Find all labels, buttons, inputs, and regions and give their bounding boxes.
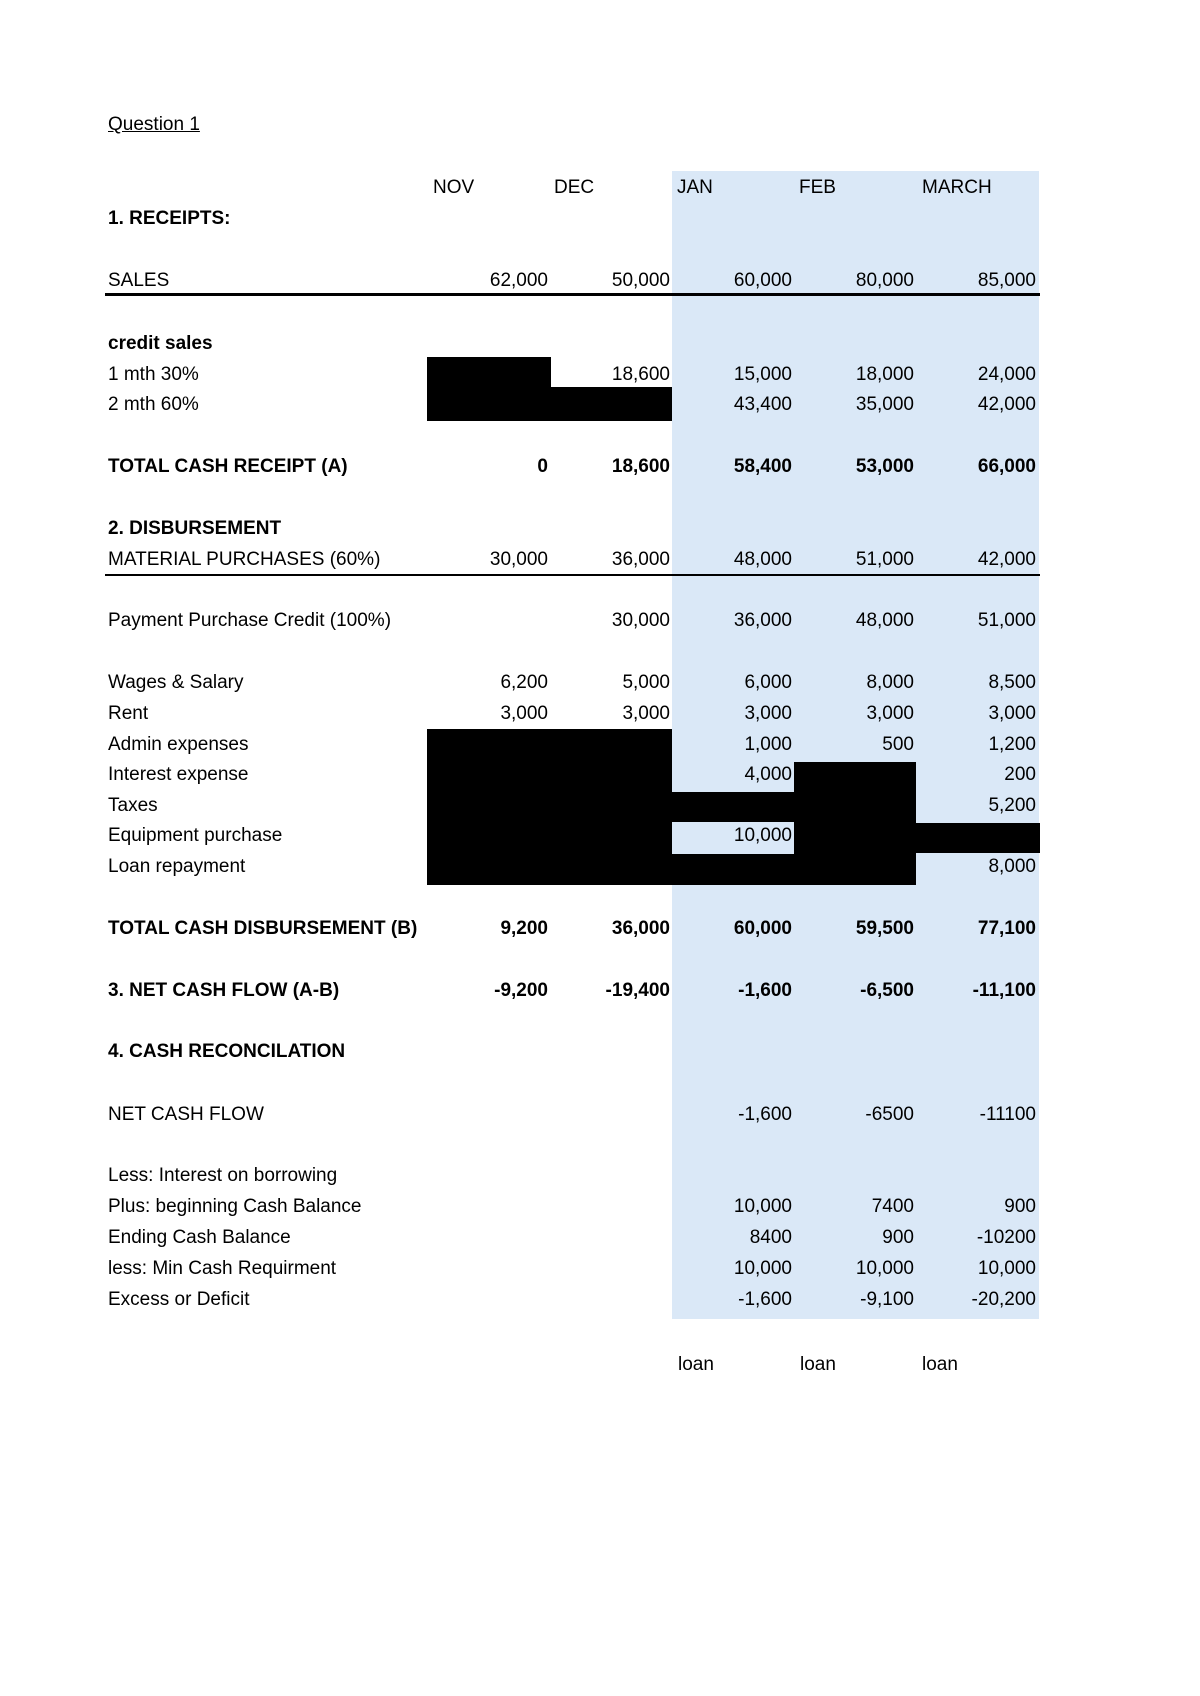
cell-jan: 58,400 <box>733 456 792 477</box>
cell-dec: 30,000 <box>611 610 670 631</box>
cell-jan: 4,000 <box>744 764 792 785</box>
loan-note-march: loan <box>922 1354 958 1375</box>
cell-jan: 15,000 <box>733 364 792 385</box>
month-header-nov: NOV <box>433 177 475 198</box>
cell-feb: 51,000 <box>855 549 914 570</box>
month-header-dec: DEC <box>554 177 595 198</box>
row-label: 1. RECEIPTS: <box>108 208 231 229</box>
table-row <box>0 762 1200 788</box>
cell-march: 85,000 <box>977 270 1036 291</box>
cell-feb: 500 <box>882 734 914 755</box>
cell-jan: 60,000 <box>733 918 792 939</box>
cell-jan: -1,600 <box>738 1289 792 1310</box>
cell-jan: 8400 <box>749 1227 792 1248</box>
table-row <box>0 1256 1200 1282</box>
cell-dec: 36,000 <box>611 918 670 939</box>
cell-march: 51,000 <box>977 610 1036 631</box>
table-row <box>0 732 1200 758</box>
table-row <box>0 1102 1200 1128</box>
table-row <box>0 362 1200 388</box>
cell-feb: 8,000 <box>866 672 914 693</box>
cell-feb: 48,000 <box>855 610 914 631</box>
cell-march: 5,200 <box>988 795 1036 816</box>
cell-jan: 48,000 <box>733 549 792 570</box>
table-row <box>0 916 1200 942</box>
table-row <box>0 1225 1200 1251</box>
table-row <box>0 516 1200 542</box>
table-row <box>0 547 1200 573</box>
row-label: TOTAL CASH DISBURSEMENT (B) <box>108 918 418 939</box>
row-label: 3. NET CASH FLOW (A-B) <box>108 980 340 1001</box>
row-label: Less: Interest on borrowing <box>108 1165 338 1186</box>
cell-march: 24,000 <box>977 364 1036 385</box>
cell-dec: 5,000 <box>622 672 670 693</box>
cell-march: -11,100 <box>972 980 1036 1001</box>
cell-jan: 10,000 <box>733 825 792 846</box>
loan-note-feb: loan <box>800 1354 836 1375</box>
cell-feb: 3,000 <box>866 703 914 724</box>
cell-jan: 10,000 <box>733 1258 792 1279</box>
cell-march: -11100 <box>979 1104 1036 1125</box>
month-header-jan: JAN <box>677 177 713 198</box>
cell-feb: 35,000 <box>855 394 914 415</box>
cell-nov: -9,200 <box>494 980 548 1001</box>
table-row <box>0 392 1200 418</box>
month-header-march: MARCH <box>922 177 992 198</box>
cell-feb: 7400 <box>871 1196 914 1217</box>
cell-jan: -1,600 <box>738 1104 792 1125</box>
table-row <box>0 854 1200 880</box>
row-label: Excess or Deficit <box>108 1289 250 1310</box>
table-row <box>0 608 1200 634</box>
cell-feb: 18,000 <box>855 364 914 385</box>
table-row <box>0 1287 1200 1313</box>
purchases-underline <box>105 574 1040 576</box>
row-label: SALES <box>108 270 170 291</box>
row-label: Ending Cash Balance <box>108 1227 291 1248</box>
cell-march: 10,000 <box>977 1258 1036 1279</box>
cell-march: 8,500 <box>988 672 1036 693</box>
cell-jan: 3,000 <box>744 703 792 724</box>
table-row <box>0 793 1200 819</box>
row-label: Payment Purchase Credit (100%) <box>108 610 392 631</box>
cell-jan: 36,000 <box>733 610 792 631</box>
row-label: Interest expense <box>108 764 249 785</box>
cell-dec: 18,600 <box>611 456 670 477</box>
table-row <box>0 1163 1200 1189</box>
month-header-feb: FEB <box>799 177 836 198</box>
cell-dec: 50,000 <box>611 270 670 291</box>
row-label: credit sales <box>108 333 213 354</box>
cell-feb: 10,000 <box>855 1258 914 1279</box>
cell-jan: 1,000 <box>744 734 792 755</box>
cell-feb: -6,500 <box>860 980 914 1001</box>
cell-jan: -1,600 <box>738 980 792 1001</box>
row-label: Wages & Salary <box>108 672 244 693</box>
cell-nov: 0 <box>537 456 548 477</box>
table-row <box>0 701 1200 727</box>
row-label: Plus: beginning Cash Balance <box>108 1196 362 1217</box>
table-row <box>0 823 1200 849</box>
cell-jan: 43,400 <box>733 394 792 415</box>
cell-feb: 53,000 <box>855 456 914 477</box>
cell-march: 1,200 <box>988 734 1036 755</box>
table-row <box>0 978 1200 1004</box>
cell-march: -20,200 <box>971 1289 1036 1310</box>
cell-march: 900 <box>1004 1196 1036 1217</box>
table-row <box>0 1039 1200 1065</box>
row-label: Equipment purchase <box>108 825 283 846</box>
cell-feb: -9,100 <box>860 1289 914 1310</box>
cell-feb: 900 <box>882 1227 914 1248</box>
cell-march: 42,000 <box>977 394 1036 415</box>
table-row <box>0 670 1200 696</box>
loan-note-jan: loan <box>678 1354 714 1375</box>
row-label: TOTAL CASH RECEIPT (A) <box>108 456 348 477</box>
row-label: less: Min Cash Requirment <box>108 1258 337 1279</box>
cell-march: 42,000 <box>977 549 1036 570</box>
cell-dec: -19,400 <box>605 980 670 1001</box>
table-row <box>0 206 1200 232</box>
cell-jan: 6,000 <box>744 672 792 693</box>
cell-march: 77,100 <box>977 918 1036 939</box>
cell-dec: 18,600 <box>611 364 670 385</box>
cell-dec: 36,000 <box>611 549 670 570</box>
row-label: 2 mth 60% <box>108 394 199 415</box>
cell-march: 3,000 <box>988 703 1036 724</box>
table-row <box>0 1194 1200 1220</box>
cell-march: 200 <box>1004 764 1036 785</box>
row-label: 4. CASH RECONCILATION <box>108 1041 346 1062</box>
table-row <box>0 454 1200 480</box>
row-label: Admin expenses <box>108 734 249 755</box>
page-title: Question 1 <box>108 114 200 135</box>
row-label: Rent <box>108 703 149 724</box>
cell-nov: 62,000 <box>489 270 548 291</box>
row-label: Taxes <box>108 795 158 816</box>
cell-dec: 3,000 <box>622 703 670 724</box>
row-label: MATERIAL PURCHASES (60%) <box>108 549 381 570</box>
cell-nov: 3,000 <box>500 703 548 724</box>
cell-march: 66,000 <box>977 456 1036 477</box>
table-row <box>0 268 1200 294</box>
row-label: 1 mth 30% <box>108 364 199 385</box>
cell-march: -10200 <box>976 1227 1036 1248</box>
cell-nov: 6,200 <box>500 672 548 693</box>
cell-feb: -6500 <box>865 1104 914 1125</box>
cell-march: 8,000 <box>988 856 1036 877</box>
table-row <box>0 331 1200 357</box>
row-label: 2. DISBURSEMENT <box>108 518 282 539</box>
cell-feb: 59,500 <box>855 918 914 939</box>
row-label: Loan repayment <box>108 856 246 877</box>
cell-nov: 9,200 <box>500 918 548 939</box>
cell-nov: 30,000 <box>489 549 548 570</box>
cell-jan: 10,000 <box>733 1196 792 1217</box>
row-label: NET CASH FLOW <box>108 1104 264 1125</box>
cell-feb: 80,000 <box>855 270 914 291</box>
cell-jan: 60,000 <box>733 270 792 291</box>
